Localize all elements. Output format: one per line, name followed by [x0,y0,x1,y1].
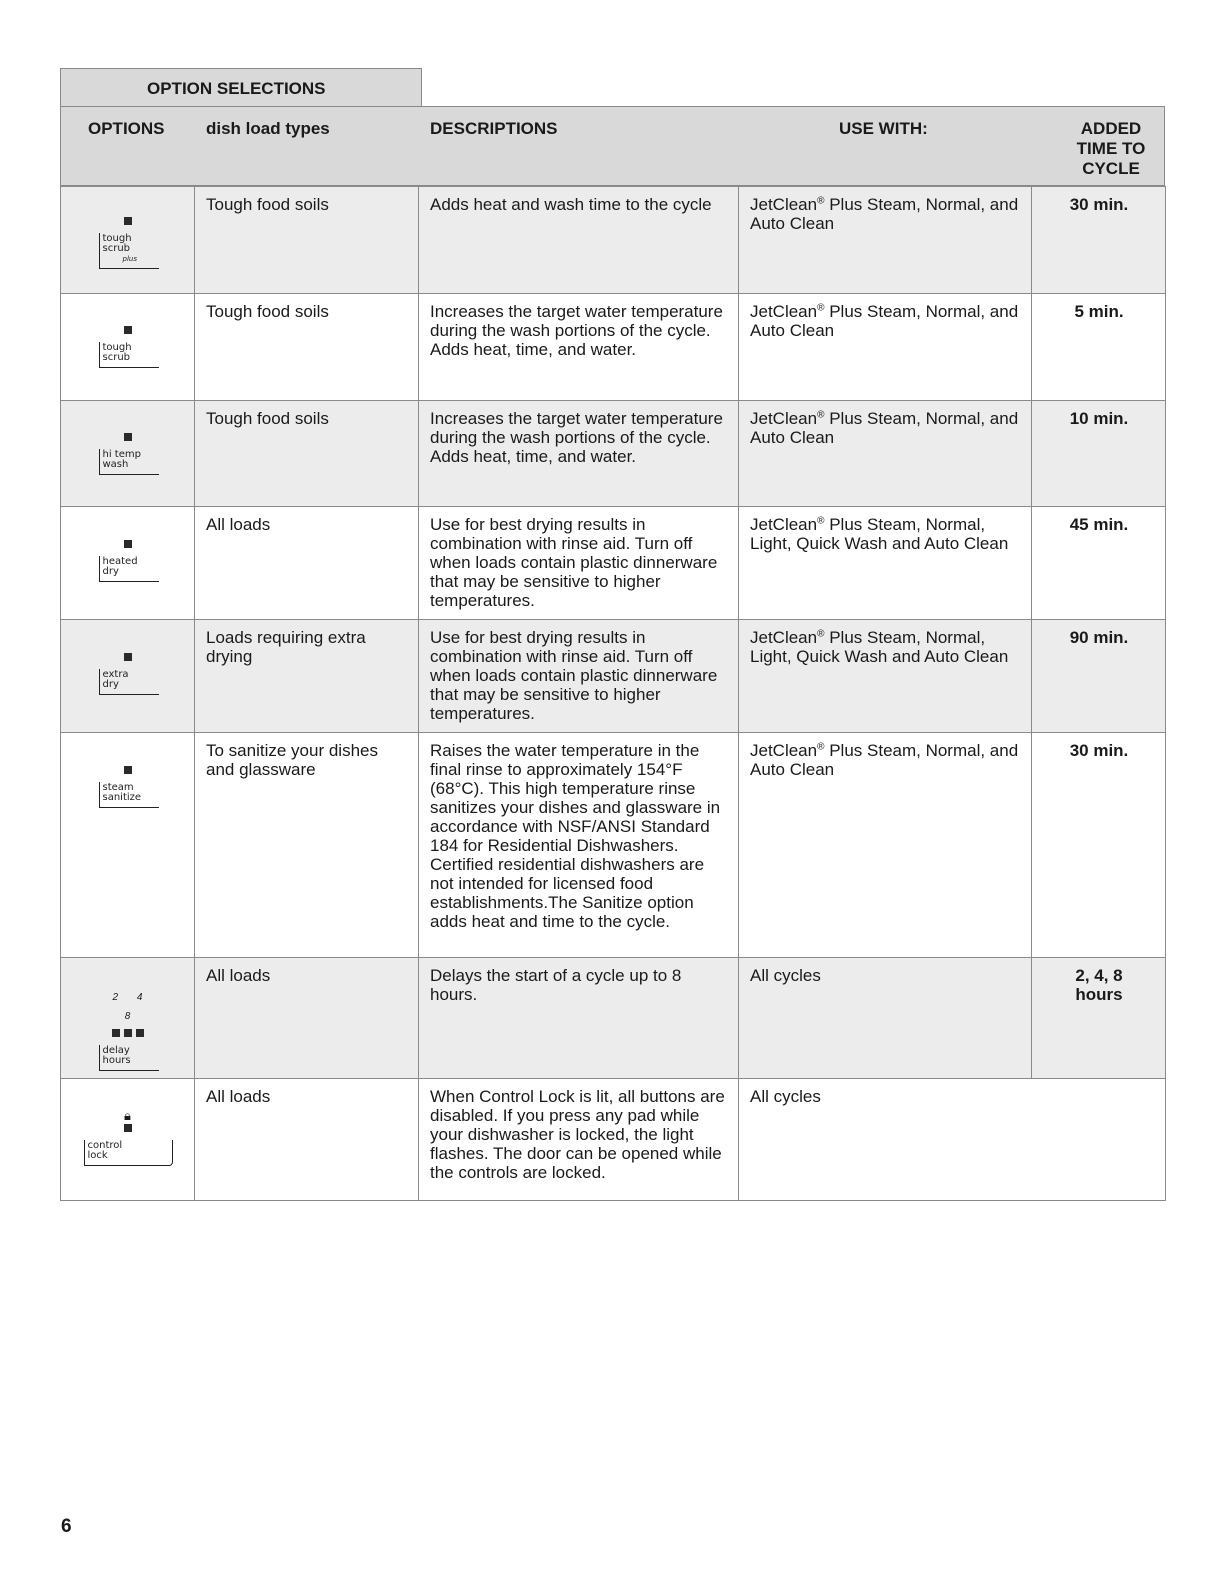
option-icon-cell [61,1079,195,1201]
table-row [61,187,1166,294]
indicator-light-icon [124,326,132,334]
added-time: 5 min. [1032,294,1166,401]
option-icon-cell [61,507,195,620]
use-with [739,401,1032,507]
lock-icon: 🔒︎ [124,1108,131,1123]
option-icon-cell [61,620,195,733]
use-with-brand: JetClean [750,628,818,647]
indicator-lights [97,1029,159,1037]
use-with-brand: JetClean [750,195,818,214]
added-time: 30 min. [1032,733,1166,958]
hi-temp-wash-icon [97,433,159,475]
description: Raises the water temperature in the final rinse to approximately 154°F (68°C). This high temperature rinse sanitizes your dishes and glassware in accordance with NSF/ANSI Standard 184 for Residential Dishwashers. Certified residential dishwashers are not intended for licensed food establishments.The Sanitize option adds heat and time to the cycle. [419,733,739,958]
indicator-light-icon [124,766,132,774]
description: Use for best drying results in combination with rinse aid. Turn off when loads contain plastic dinnerware that may be sensitive to higher temperatures. [419,620,739,733]
button-label [99,556,159,582]
indicator-light-icon [136,1029,144,1037]
button-label [99,669,159,695]
button-label [99,1045,159,1071]
description: Delays the start of a cycle up to 8 hours. [419,958,739,1079]
table-row [61,1079,1166,1201]
load-type: All loads [195,507,419,620]
button-label-line2: dry [102,566,119,577]
description: Increases the target water temperature during the wash portions of the cycle. Adds heat, time, and water. [419,294,739,401]
registered-mark: ® [817,409,825,421]
registered-mark: ® [817,515,825,527]
use-with: All cycles [739,1079,1166,1201]
registered-mark: ® [817,302,825,314]
indicator-light-icon [124,1029,132,1037]
use-with-cycles: Plus Steam, Normal, and Auto Clean [750,409,1019,447]
added-time: 90 min. [1032,620,1166,733]
heated-dry-icon [97,540,159,582]
control-lock-icon [82,1109,174,1166]
page-number: 6 [61,1516,72,1537]
button-label-line2: scrub [102,352,131,363]
table-row [61,401,1166,507]
use-with-brand: JetClean [750,409,818,428]
button-label [99,342,159,368]
added-time-line1: 2, 4, 8 [1075,966,1123,985]
registered-mark: ® [817,741,825,753]
button-label [99,233,159,269]
steam-sanitize-icon [97,766,159,808]
added-time: 45 min. [1032,507,1166,620]
button-label-line2: scrub [102,243,131,254]
registered-mark: ® [817,628,825,640]
table-row [61,733,1166,958]
header-options: OPTIONS [88,119,165,138]
section-title: OPTION SELECTIONS [147,79,326,98]
use-with-cycles: Plus Steam, Normal, and Auto Clean [750,302,1019,340]
indicator-light-icon [124,217,132,225]
tough-scrub-icon [97,326,159,368]
use-with-brand: JetClean [750,515,818,534]
button-label [99,782,159,808]
button-label [99,449,159,475]
use-with-cycles: Plus Steam, Normal, Light, Quick Wash and Auto Clean [750,515,1009,553]
use-with [739,620,1032,733]
option-icon-cell [61,294,195,401]
header-added-line1: ADDED [1080,119,1142,138]
button-label [84,1140,173,1166]
use-with: All cycles [739,958,1032,1079]
button-label-line1: control [87,1140,123,1151]
button-label-line1: extra [102,669,129,680]
load-type: Tough food soils [195,294,419,401]
button-label-line2: sanitize [102,792,142,803]
button-label-line2: lock [87,1150,108,1161]
button-label-line1: delay [102,1045,130,1056]
table-row [61,294,1166,401]
option-icon-cell [61,958,195,1079]
table-row [61,507,1166,620]
description: When Control Lock is lit, all buttons are disabled. If you press any pad while your dishwasher is locked, the light flashes. The door can be opened while the controls are locked. [419,1079,739,1201]
use-with-brand: JetClean [750,302,818,321]
load-type: Loads requiring extra drying [195,620,419,733]
description: Use for best drying results in combination with rinse aid. Turn off when loads contain plastic dinnerware that may be sensitive to higher temperatures. [419,507,739,620]
header-added-time [1061,119,1161,179]
header-load-types: dish load types [206,119,330,138]
load-type: Tough food soils [195,401,419,507]
button-label-plus: plus [122,255,137,263]
header-added-line2: TIME TO [1076,139,1146,158]
header-use-with: USE WITH: [839,119,928,138]
button-label-line2: dry [102,679,119,690]
delay-hours-numbers: 2 4 8 [112,992,151,1022]
button-label-line1: tough [102,342,132,353]
section-title-tab [60,68,422,106]
use-with [739,294,1032,401]
load-type: To sanitize your dishes and glassware [195,733,419,958]
use-with [739,733,1032,958]
use-with-cycles: Plus Steam, Normal, Light, Quick Wash and Auto Clean [750,628,1009,666]
indicator-light-icon [124,653,132,661]
table-row [61,620,1166,733]
added-time-line2: hours [1075,985,1123,1004]
description: Adds heat and wash time to the cycle [419,187,739,294]
use-with-brand: JetClean [750,741,818,760]
button-label-line1: hi temp [102,449,141,460]
use-with [739,507,1032,620]
option-icon-cell [61,187,195,294]
button-label-line1: heated [102,556,138,567]
table-row [61,958,1166,1079]
load-type: All loads [195,1079,419,1201]
indicator-light-icon [124,1124,132,1132]
load-type: Tough food soils [195,187,419,294]
use-with-cycles: Plus Steam, Normal, and Auto Clean [750,195,1019,233]
added-time: 10 min. [1032,401,1166,507]
button-label-line2: wash [102,459,129,470]
button-label-line1: steam [102,782,134,793]
indicator-light-icon [124,433,132,441]
button-label-line1: tough [102,233,132,244]
added-time [1032,958,1166,1079]
tough-scrub-plus-icon [97,217,159,269]
header-added-line3: CYCLE [1082,159,1140,178]
extra-dry-icon [97,653,159,695]
indicator-light-icon [124,540,132,548]
registered-mark: ® [817,195,825,207]
button-label-line2: hours [102,1055,131,1066]
added-time: 30 min. [1032,187,1166,294]
table-header [60,106,1165,186]
header-descriptions: DESCRIPTIONS [430,119,558,138]
delay-hours-icon [97,988,159,1071]
description: Increases the target water temperature during the wash portions of the cycle. Adds heat, time, and water. [419,401,739,507]
indicator-light-icon [112,1029,120,1037]
use-with-cycles: Plus Steam, Normal, and Auto Clean [750,741,1019,779]
option-icon-cell [61,733,195,958]
options-table [60,186,1166,1201]
option-icon-cell [61,401,195,507]
use-with [739,187,1032,294]
load-type: All loads [195,958,419,1079]
